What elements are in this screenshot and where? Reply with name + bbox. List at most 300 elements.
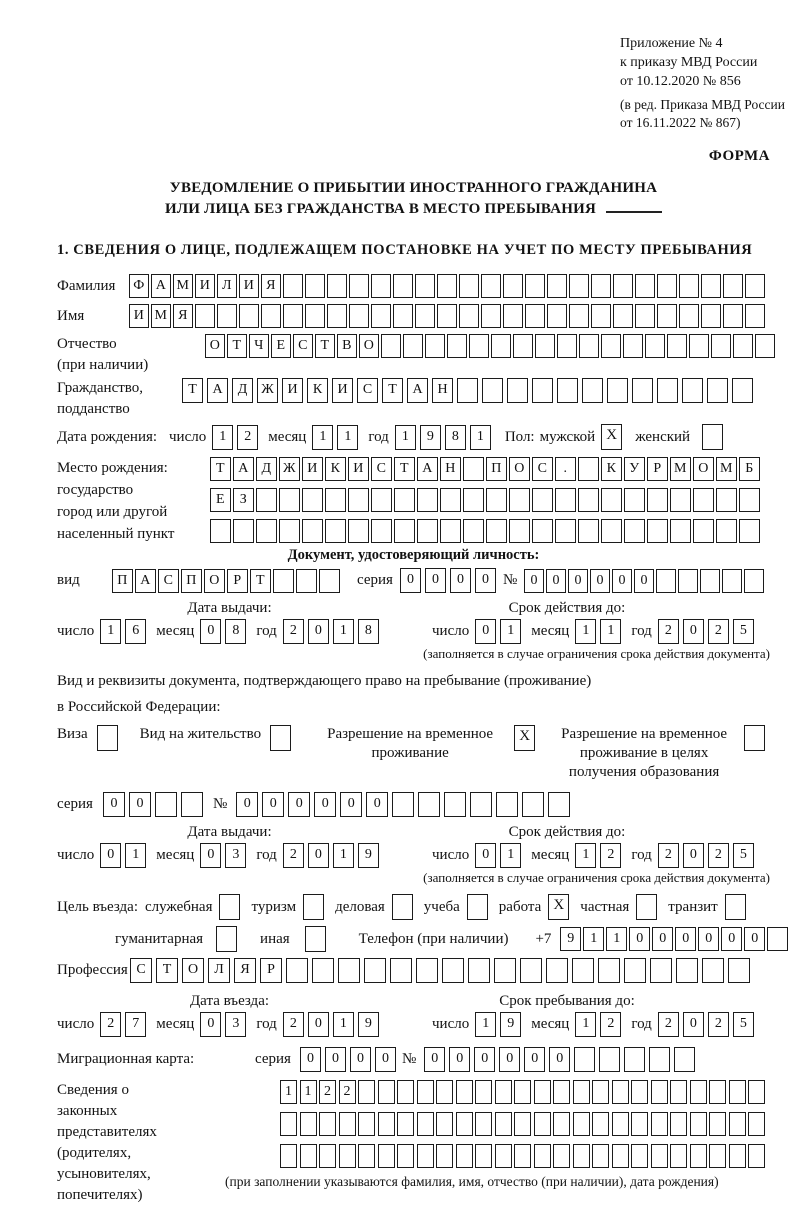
residence-number-boxes [236,792,574,817]
char-box: 9 [358,843,379,868]
phone-prefix: +7 [535,930,552,947]
representatives-boxes-row1 [280,1080,768,1104]
identity-doc-heading: Документ, удостоверяющий личность: [287,547,540,563]
representatives-label-6: попечителях) [57,1187,143,1203]
day-label: число [432,847,470,863]
char-box: 0 [568,569,588,593]
char-box: А [233,457,254,481]
appendix-line: к приказу МВД России [620,55,758,70]
form-title-line2: ИЛИ ЛИЦА БЕЗ ГРАЖДАНСТВА В МЕСТО ПРЕБЫВАНИЯ [165,201,596,217]
char-box [319,1112,336,1136]
char-box [592,1112,609,1136]
char-box [578,488,599,512]
birth-place-label-city: город или другой [57,504,168,520]
char-box: 0 [200,1012,221,1037]
char-box [709,1144,726,1168]
char-box [416,958,438,983]
char-box [690,1080,707,1104]
char-box: О [182,958,204,983]
birth-place-label-settlement: населенный пункт [57,526,175,542]
char-box: А [417,457,438,481]
char-box: М [173,274,193,298]
char-box [417,1080,434,1104]
residence-issue-month [200,843,250,868]
char-box [358,1080,375,1104]
char-box: 1 [333,843,354,868]
char-box [463,488,484,512]
char-box: . [555,457,576,481]
purpose-row2 [57,926,770,952]
char-box [723,304,743,328]
char-box [623,334,643,358]
purpose-private-checkbox [636,894,657,920]
representatives-label-1: Сведения о [57,1082,129,1098]
migration-number-label: № [401,1051,417,1067]
char-box [349,274,369,298]
char-box [319,1144,336,1168]
birth-date-row [57,424,770,450]
char-box [481,304,501,328]
char-box: К [325,457,346,481]
char-box: С [293,334,313,358]
char-box [486,519,507,543]
char-box [283,304,303,328]
day-label: число [432,1016,470,1032]
char-box [624,958,646,983]
char-box [657,378,678,403]
identity-number-boxes [524,569,766,593]
residence-permit-label: Вид на жительство [139,726,262,742]
surname-boxes [129,274,767,298]
char-box: 2 [600,843,621,868]
char-box [701,304,721,328]
char-box [425,334,445,358]
char-box: Т [382,378,403,403]
char-box [578,519,599,543]
char-box: Т [250,569,271,593]
purpose-row1 [57,894,770,920]
char-box: К [601,457,622,481]
char-box [613,304,633,328]
char-box: А [151,274,171,298]
char-box [553,1080,570,1104]
residence-option-visa [57,725,118,751]
char-box: 0 [546,569,566,593]
purpose-study-checkbox [467,894,488,920]
char-box [325,519,346,543]
char-box [283,274,303,298]
char-box [716,488,737,512]
representatives-label-2: законных [57,1103,118,1119]
char-box: 5 [733,1012,754,1037]
identity-issue-year [283,619,383,644]
char-box [601,334,621,358]
char-box: 0 [675,927,696,951]
char-box [645,334,665,358]
char-box [679,274,699,298]
citizenship-boxes [182,378,757,403]
profession-label: Профессия [57,962,128,978]
sex-female-checkbox [702,424,723,450]
char-box: М [151,304,171,328]
visa-label: Виза [57,726,88,742]
char-box [649,1047,670,1072]
purpose-humanitarian-checkbox [216,926,237,952]
char-box [613,274,633,298]
birth-place-boxes-row1 [210,457,762,481]
representatives-label-3: представителях [57,1124,157,1140]
stay-day [475,1012,525,1037]
char-box [418,792,440,817]
char-box: 1 [125,843,146,868]
patronymic-boxes [205,334,777,358]
char-box [371,519,392,543]
char-box: 1 [575,843,596,868]
char-box [525,274,545,298]
birth-place-block [57,457,770,545]
char-box [415,304,435,328]
visa-checkbox [97,725,118,751]
char-box: 5 [733,843,754,868]
phone-label: Телефон (при наличии) [358,930,509,947]
char-box [97,725,118,751]
profession-boxes [130,958,754,983]
char-box: 0 [314,792,336,817]
identity-kind-label: вид [57,572,80,588]
char-box [233,519,254,543]
char-box: С [357,378,378,403]
char-box [716,519,737,543]
char-box [475,1080,492,1104]
residence-issue-day [100,843,150,868]
char-box [390,958,412,983]
char-box: 0 [683,1012,704,1037]
identity-number-label: № [502,572,518,588]
char-box [647,519,668,543]
temp-permit-label: Разрешение на временное проживание [327,726,494,761]
char-box [631,1080,648,1104]
form-title [57,178,770,220]
char-box [155,792,177,817]
stay-until-heading: Срок пребывания до: [499,993,635,1009]
char-box [392,894,413,920]
char-box [509,488,530,512]
char-box: И [302,457,323,481]
char-box [670,519,691,543]
sex-label: Пол: [504,428,535,445]
char-box [378,1080,395,1104]
char-box [670,1144,687,1168]
char-box: 1 [337,425,358,450]
char-box [371,488,392,512]
char-box: И [282,378,303,403]
char-box [397,1112,414,1136]
char-box [676,958,698,983]
month-label: месяц [156,847,195,863]
residence-series-boxes [103,792,207,817]
char-box [657,274,677,298]
citizenship-label: Гражданство, [57,380,144,396]
char-box: 0 [325,1047,346,1072]
purpose-other-label: иная [260,930,290,947]
char-box: 7 [125,1012,146,1037]
char-box [339,1112,356,1136]
char-box: И [332,378,353,403]
char-box [514,1080,531,1104]
char-box: Т [394,457,415,481]
char-box [601,488,622,512]
char-box: С [130,958,152,983]
char-box: З [233,488,254,512]
identity-expiry-year [658,619,758,644]
char-box [748,1080,765,1104]
char-box [325,488,346,512]
char-box [702,958,724,983]
char-box: 0 [200,619,221,644]
char-box [210,519,231,543]
char-box: 0 [400,568,421,593]
birth-day-boxes [212,425,262,450]
char-box [279,488,300,512]
char-box: Т [182,378,203,403]
char-box: 1 [395,425,416,450]
migration-card-row [57,1047,770,1072]
char-box: 0 [288,792,310,817]
char-box [296,569,317,593]
char-box: 1 [475,1012,496,1037]
char-box: 0 [499,1047,520,1072]
char-box [522,792,544,817]
char-box [456,1144,473,1168]
profession-row [57,958,770,983]
amendment-line: от 16.11.2022 № 867) [620,115,741,130]
char-box [273,569,294,593]
char-box [494,958,516,983]
char-box [702,424,723,450]
char-box: П [181,569,202,593]
day-label: число [57,1016,95,1032]
char-box [495,1112,512,1136]
char-box: 1 [500,619,521,644]
char-box: X [548,894,569,920]
char-box: 0 [683,843,704,868]
char-box [679,304,699,328]
char-box [612,1144,629,1168]
char-box [239,304,259,328]
char-box [440,519,461,543]
birth-place-label: Место рождения: [57,460,168,476]
char-box [739,488,760,512]
char-box: 1 [333,619,354,644]
char-box: 6 [125,619,146,644]
char-box: 9 [358,1012,379,1037]
char-box [437,304,457,328]
surname-row [57,274,770,298]
char-box [339,1144,356,1168]
char-box [279,519,300,543]
patronymic-row [57,334,770,376]
stay-month [575,1012,625,1037]
char-box: 8 [358,619,379,644]
char-box: 0 [683,619,704,644]
char-box [371,274,391,298]
char-box: 0 [308,619,329,644]
representatives-boxes-row3 [280,1144,768,1168]
char-box [682,378,703,403]
purpose-work-label: работа [498,898,542,915]
char-box: А [407,378,428,403]
purpose-other-checkbox [305,926,326,952]
char-box [728,958,750,983]
char-box: В [337,334,357,358]
day-label: число [432,623,470,639]
char-box: 0 [590,569,610,593]
given-name-boxes [129,304,767,328]
char-box [709,1080,726,1104]
representatives-label-5: усыновителях, [57,1166,151,1182]
char-box [507,378,528,403]
char-box [689,334,709,358]
char-box: 8 [445,425,466,450]
purpose-humanitarian-label: гуманитарная [115,930,204,947]
char-box [348,519,369,543]
char-box: 0 [308,843,329,868]
char-box [755,334,775,358]
char-box: 2 [658,619,679,644]
year-label: год [256,1016,277,1032]
char-box [394,519,415,543]
char-box [700,569,720,593]
char-box [667,334,687,358]
char-box [327,304,347,328]
char-box: С [158,569,179,593]
year-label: год [631,623,652,639]
char-box [286,958,308,983]
char-box: Д [256,457,277,481]
char-box [436,1080,453,1104]
residence-option-temp-permit [315,725,535,763]
char-box [270,725,291,751]
purpose-tourism-checkbox [303,894,324,920]
char-box: 2 [283,1012,304,1037]
char-box [195,304,215,328]
char-box [256,519,277,543]
char-box [503,274,523,298]
char-box: 1 [583,927,604,951]
char-box [459,304,479,328]
char-box [280,1144,297,1168]
char-box [574,1047,595,1072]
migration-series-label: серия [255,1051,291,1067]
char-box: 0 [475,568,496,593]
char-box: 1 [312,425,333,450]
identity-issue-heading: Дата выдачи: [187,600,272,616]
char-box [525,304,545,328]
char-box: 0 [100,843,121,868]
char-box [582,378,603,403]
given-name-label: Имя [57,307,85,324]
residence-expiry-note: (заполняется в случае ограничения срока действия документа) [423,870,770,885]
temp-permit-checkbox [514,725,535,751]
residence-issue-year [283,843,383,868]
temp-permit-education-checkbox [744,725,765,751]
identity-expiry-heading: Срок действия до: [508,600,626,616]
char-box: 0 [424,1047,445,1072]
char-box: 9 [420,425,441,450]
residence-expiry-month [575,843,625,868]
char-box [397,1080,414,1104]
char-box: 0 [524,569,544,593]
char-box [739,519,760,543]
char-box [467,894,488,920]
sex-male-checkbox [601,424,622,450]
char-box: 1 [600,619,621,644]
char-box: Т [210,457,231,481]
char-box: 0 [375,1047,396,1072]
char-box [468,958,490,983]
char-box [303,894,324,920]
char-box: П [112,569,133,593]
char-box: 0 [629,927,650,951]
char-box [651,1144,668,1168]
char-box [305,274,325,298]
char-box [463,519,484,543]
purpose-private-label: частная [580,898,630,915]
char-box [514,1144,531,1168]
purpose-transit-label: транзит [668,898,718,915]
char-box [592,1144,609,1168]
char-box: С [371,457,392,481]
char-box [312,958,334,983]
identity-series-label: серия [357,572,393,588]
char-box: О [205,334,225,358]
entry-year [283,1012,383,1037]
char-box: 1 [500,843,521,868]
char-box [394,488,415,512]
day-label: число [57,623,95,639]
residence-number-label: № [212,796,228,812]
char-box: 0 [634,569,654,593]
char-box: 5 [733,619,754,644]
char-box [624,488,645,512]
char-box [358,1144,375,1168]
char-box [725,894,746,920]
char-box: О [693,457,714,481]
char-box [748,1144,765,1168]
char-box: 3 [225,1012,246,1037]
char-box [364,958,386,983]
char-box: X [601,424,622,450]
day-label: число [169,428,207,445]
temp-permit-education-label: Разрешение на временное проживание в целях получения образования [561,726,728,780]
char-box [573,1144,590,1168]
char-box: 2 [339,1080,356,1104]
month-label: месяц [156,1016,195,1032]
char-box: Я [261,274,281,298]
char-box [744,569,764,593]
char-box [670,1112,687,1136]
char-box [711,334,731,358]
residence-series-label: серия [57,796,93,812]
char-box: 0 [449,1047,470,1072]
purpose-commercial-checkbox [392,894,413,920]
char-box [591,274,611,298]
char-box: 2 [283,619,304,644]
patronymic-label: Отчество [57,336,117,352]
year-label: год [256,623,277,639]
char-box [624,1047,645,1072]
char-box: 1 [333,1012,354,1037]
